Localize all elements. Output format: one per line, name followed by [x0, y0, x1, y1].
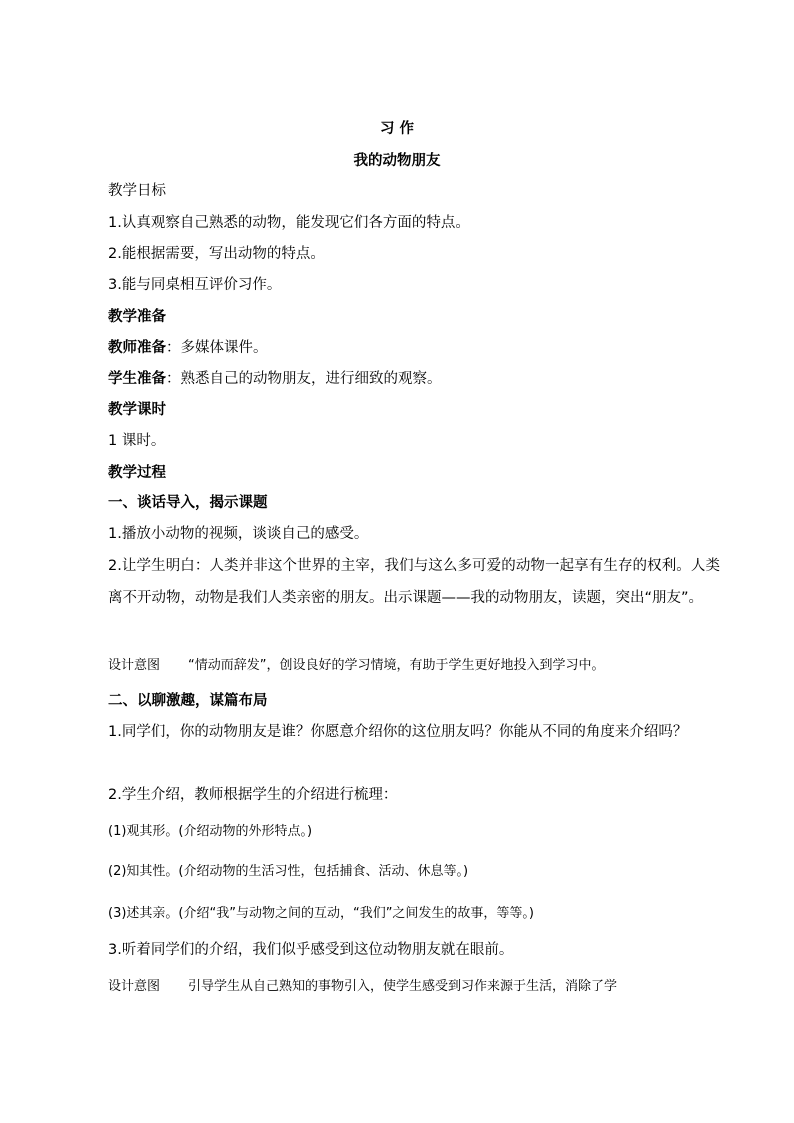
part2-heading: 二、以聊激趣，谋篇布局	[108, 693, 268, 709]
page-subtitle: 我的动物朋友	[353, 153, 441, 169]
part1-item-2	[108, 550, 720, 614]
part2-item-2: 2.学生介绍，教师根据学生的介绍进行梳理：	[108, 787, 398, 803]
teacher-prep	[108, 338, 720, 358]
prep-heading: 教学准备	[108, 309, 166, 325]
student-prep	[108, 369, 720, 389]
part1-heading: 一、谈话导入，揭示课题	[108, 495, 268, 511]
teacher-prep-label: 教师准备	[108, 340, 166, 356]
page-title: 习 作	[379, 121, 415, 137]
part2-item-3: 3.听着同学们的介绍，我们似乎感受到这位动物朋友就在眼前。	[108, 942, 514, 958]
process-heading: 教学过程	[108, 465, 166, 481]
part2-sub-2: (2)知其性。(介绍动物的生活习性，包括捕食、活动、休息等。)	[108, 864, 469, 879]
goal-2: 2.能根据需要，写出动物的特点。	[108, 246, 325, 262]
design-note-1-text: “情动而辞发”，创设良好的学习情境，有助于学生更好地投入到学习中。	[188, 658, 605, 673]
student-prep-label: 学生准备	[108, 371, 166, 387]
design-note-1	[108, 656, 720, 676]
design-note-2-label: 设计意图	[108, 979, 161, 994]
goals-heading: 教学日标	[108, 183, 166, 199]
part1-item-1: 1.播放小动物的视频，谈谈自己的感受。	[108, 526, 369, 542]
part2-sub-3: (3)述其亲。(介绍“我”与动物之间的互动，“我们”之间发生的故事，等等。)	[108, 906, 534, 921]
student-prep-text: ：熟悉自己的动物朋友，进行细致的观察。	[166, 371, 442, 387]
part2-item-1	[108, 716, 720, 748]
goal-3: 3.能与同桌相互评价习作。	[108, 277, 282, 293]
teacher-prep-text: ：多媒体课件。	[166, 340, 268, 356]
design-note-1-label: 设计意图	[108, 658, 161, 673]
goal-1: 1.认真观察自己熟悉的动物，能发现它们各方面的特点。	[108, 215, 470, 231]
part2-item-1-text: 1.同学们，你的动物朋友是谁？你愿意介绍你的这位朋友吗？你能从不同的角度来介绍吗？	[108, 724, 688, 740]
hours-text: 1 课时。	[108, 433, 166, 449]
part2-sub-1: (1)观其形。(介绍动物的外形特点。)	[108, 824, 313, 839]
part1-item-2-text: 2.让学生明白：人类并非这个世界的主宰，我们与这么多可爱的动物一起享有生存的权利。人类离不开动物，动物是我们人类亲密的朋友。出示课题——我的动物朋友，读题，突出“朋友”。	[108, 558, 720, 606]
hours-heading: 教学课时	[108, 402, 166, 418]
design-note-2-text: 引导学生从自己熟知的事物引入，使学生感受到习作来源于生活，消除了学	[188, 979, 618, 994]
design-note-2	[108, 977, 720, 997]
